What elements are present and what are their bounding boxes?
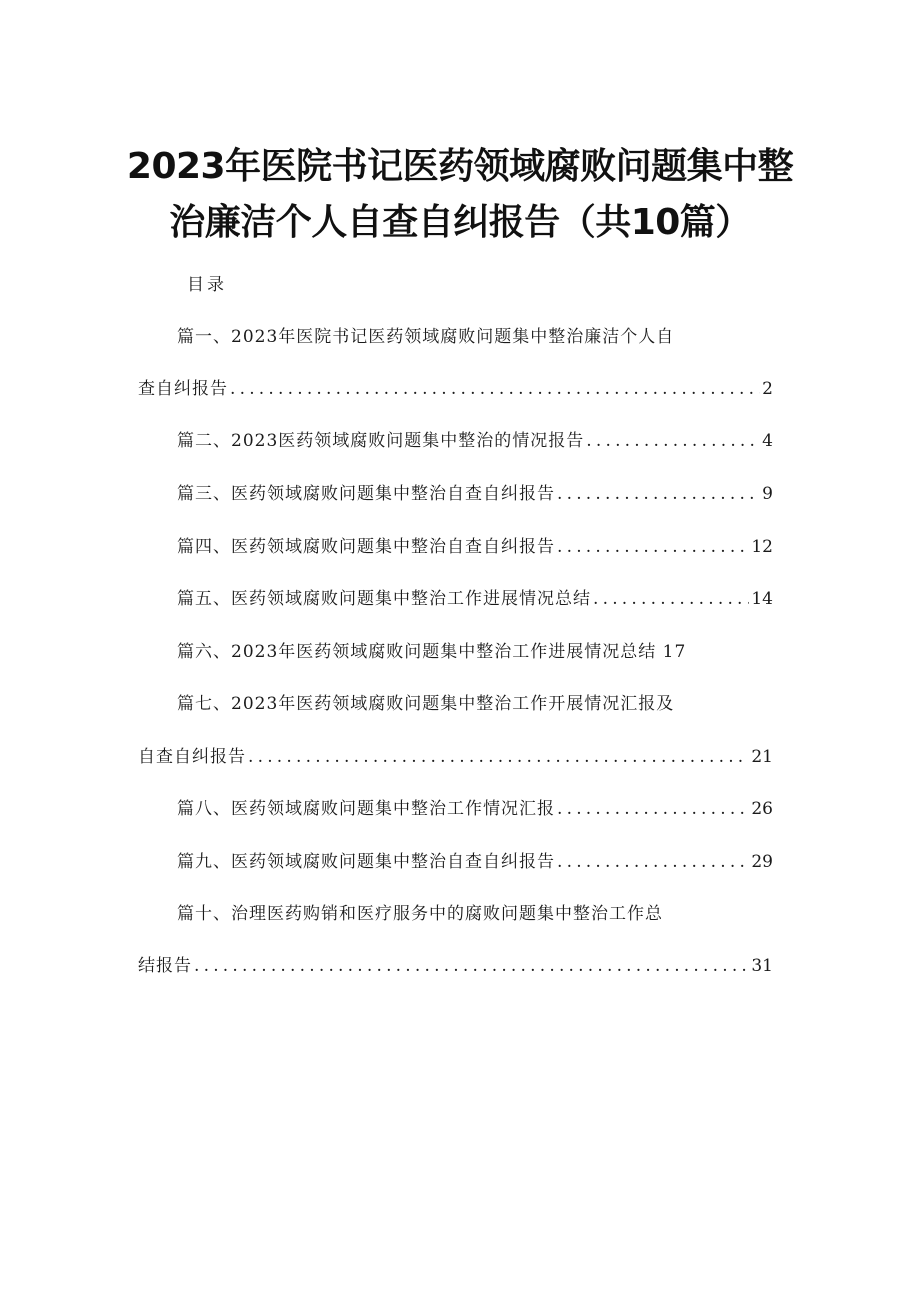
toc-entry-10-continuation [138,953,773,979]
toc-entry-text: 查自纠报告 [138,379,228,399]
toc-page-number: 12 [751,537,773,557]
toc-entry-text: 自查自纠报告 [138,747,246,767]
toc-heading: 目录 [187,275,227,295]
toc-entry-3 [177,481,773,507]
toc-page-number: 14 [751,589,773,609]
toc-entry-6: 篇六、2023年医药领域腐败问题集中整治工作进展情况总结 17 [177,642,687,662]
document-title-line-2: 治廉洁个人自查自纠报告（共10篇） [169,202,751,243]
toc-leader-dots [586,428,760,454]
toc-entry-1-continuation [138,376,773,402]
toc-entry-8 [177,796,773,822]
toc-entry-5 [177,586,773,612]
toc-leader-dots [557,796,749,822]
toc-leader-dots [194,953,749,979]
toc-entry-text: 篇五、医药领域腐败问题集中整治工作进展情况总结 [177,589,591,609]
toc-page-number: 29 [751,852,773,872]
document-title-line-1: 2023年医院书记医药领域腐败问题集中整 [126,146,794,187]
toc-entry-text: 篇三、医药领域腐败问题集中整治自查自纠报告 [177,484,555,504]
toc-entry-text: 篇八、医药领域腐败问题集中整治工作情况汇报 [177,799,555,819]
toc-entry-4 [177,534,773,560]
toc-entry-text: 篇九、医药领域腐败问题集中整治自查自纠报告 [177,852,555,872]
toc-leader-dots [557,481,760,507]
toc-leader-dots [593,586,749,612]
toc-page-number: 31 [751,956,773,976]
toc-page-number: 21 [751,747,773,767]
toc-leader-dots [557,849,749,875]
toc-entry-2 [177,428,773,454]
toc-leader-dots [557,534,749,560]
toc-entry-text: 结报告 [138,956,192,976]
toc-entry-text: 篇二、2023医药领域腐败问题集中整治的情况报告 [177,431,585,451]
toc-entry-7-text: 篇七、2023年医药领域腐败问题集中整治工作开展情况汇报及 [177,694,675,714]
toc-leader-dots [230,376,760,402]
toc-entry-10-text: 篇十、治理医药购销和医疗服务中的腐败问题集中整治工作总 [177,904,663,924]
toc-entry-7-continuation [138,744,773,770]
toc-leader-dots [248,744,749,770]
toc-entry-1-text: 篇一、2023年医院书记医药领域腐败问题集中整治廉洁个人自 [177,327,675,347]
toc-page-number: 4 [762,431,773,451]
toc-entry-9 [177,849,773,875]
toc-entry-text: 篇四、医药领域腐败问题集中整治自查自纠报告 [177,537,555,557]
toc-page-number: 9 [762,484,773,504]
toc-page-number: 26 [751,799,773,819]
toc-page-number: 2 [762,379,773,399]
